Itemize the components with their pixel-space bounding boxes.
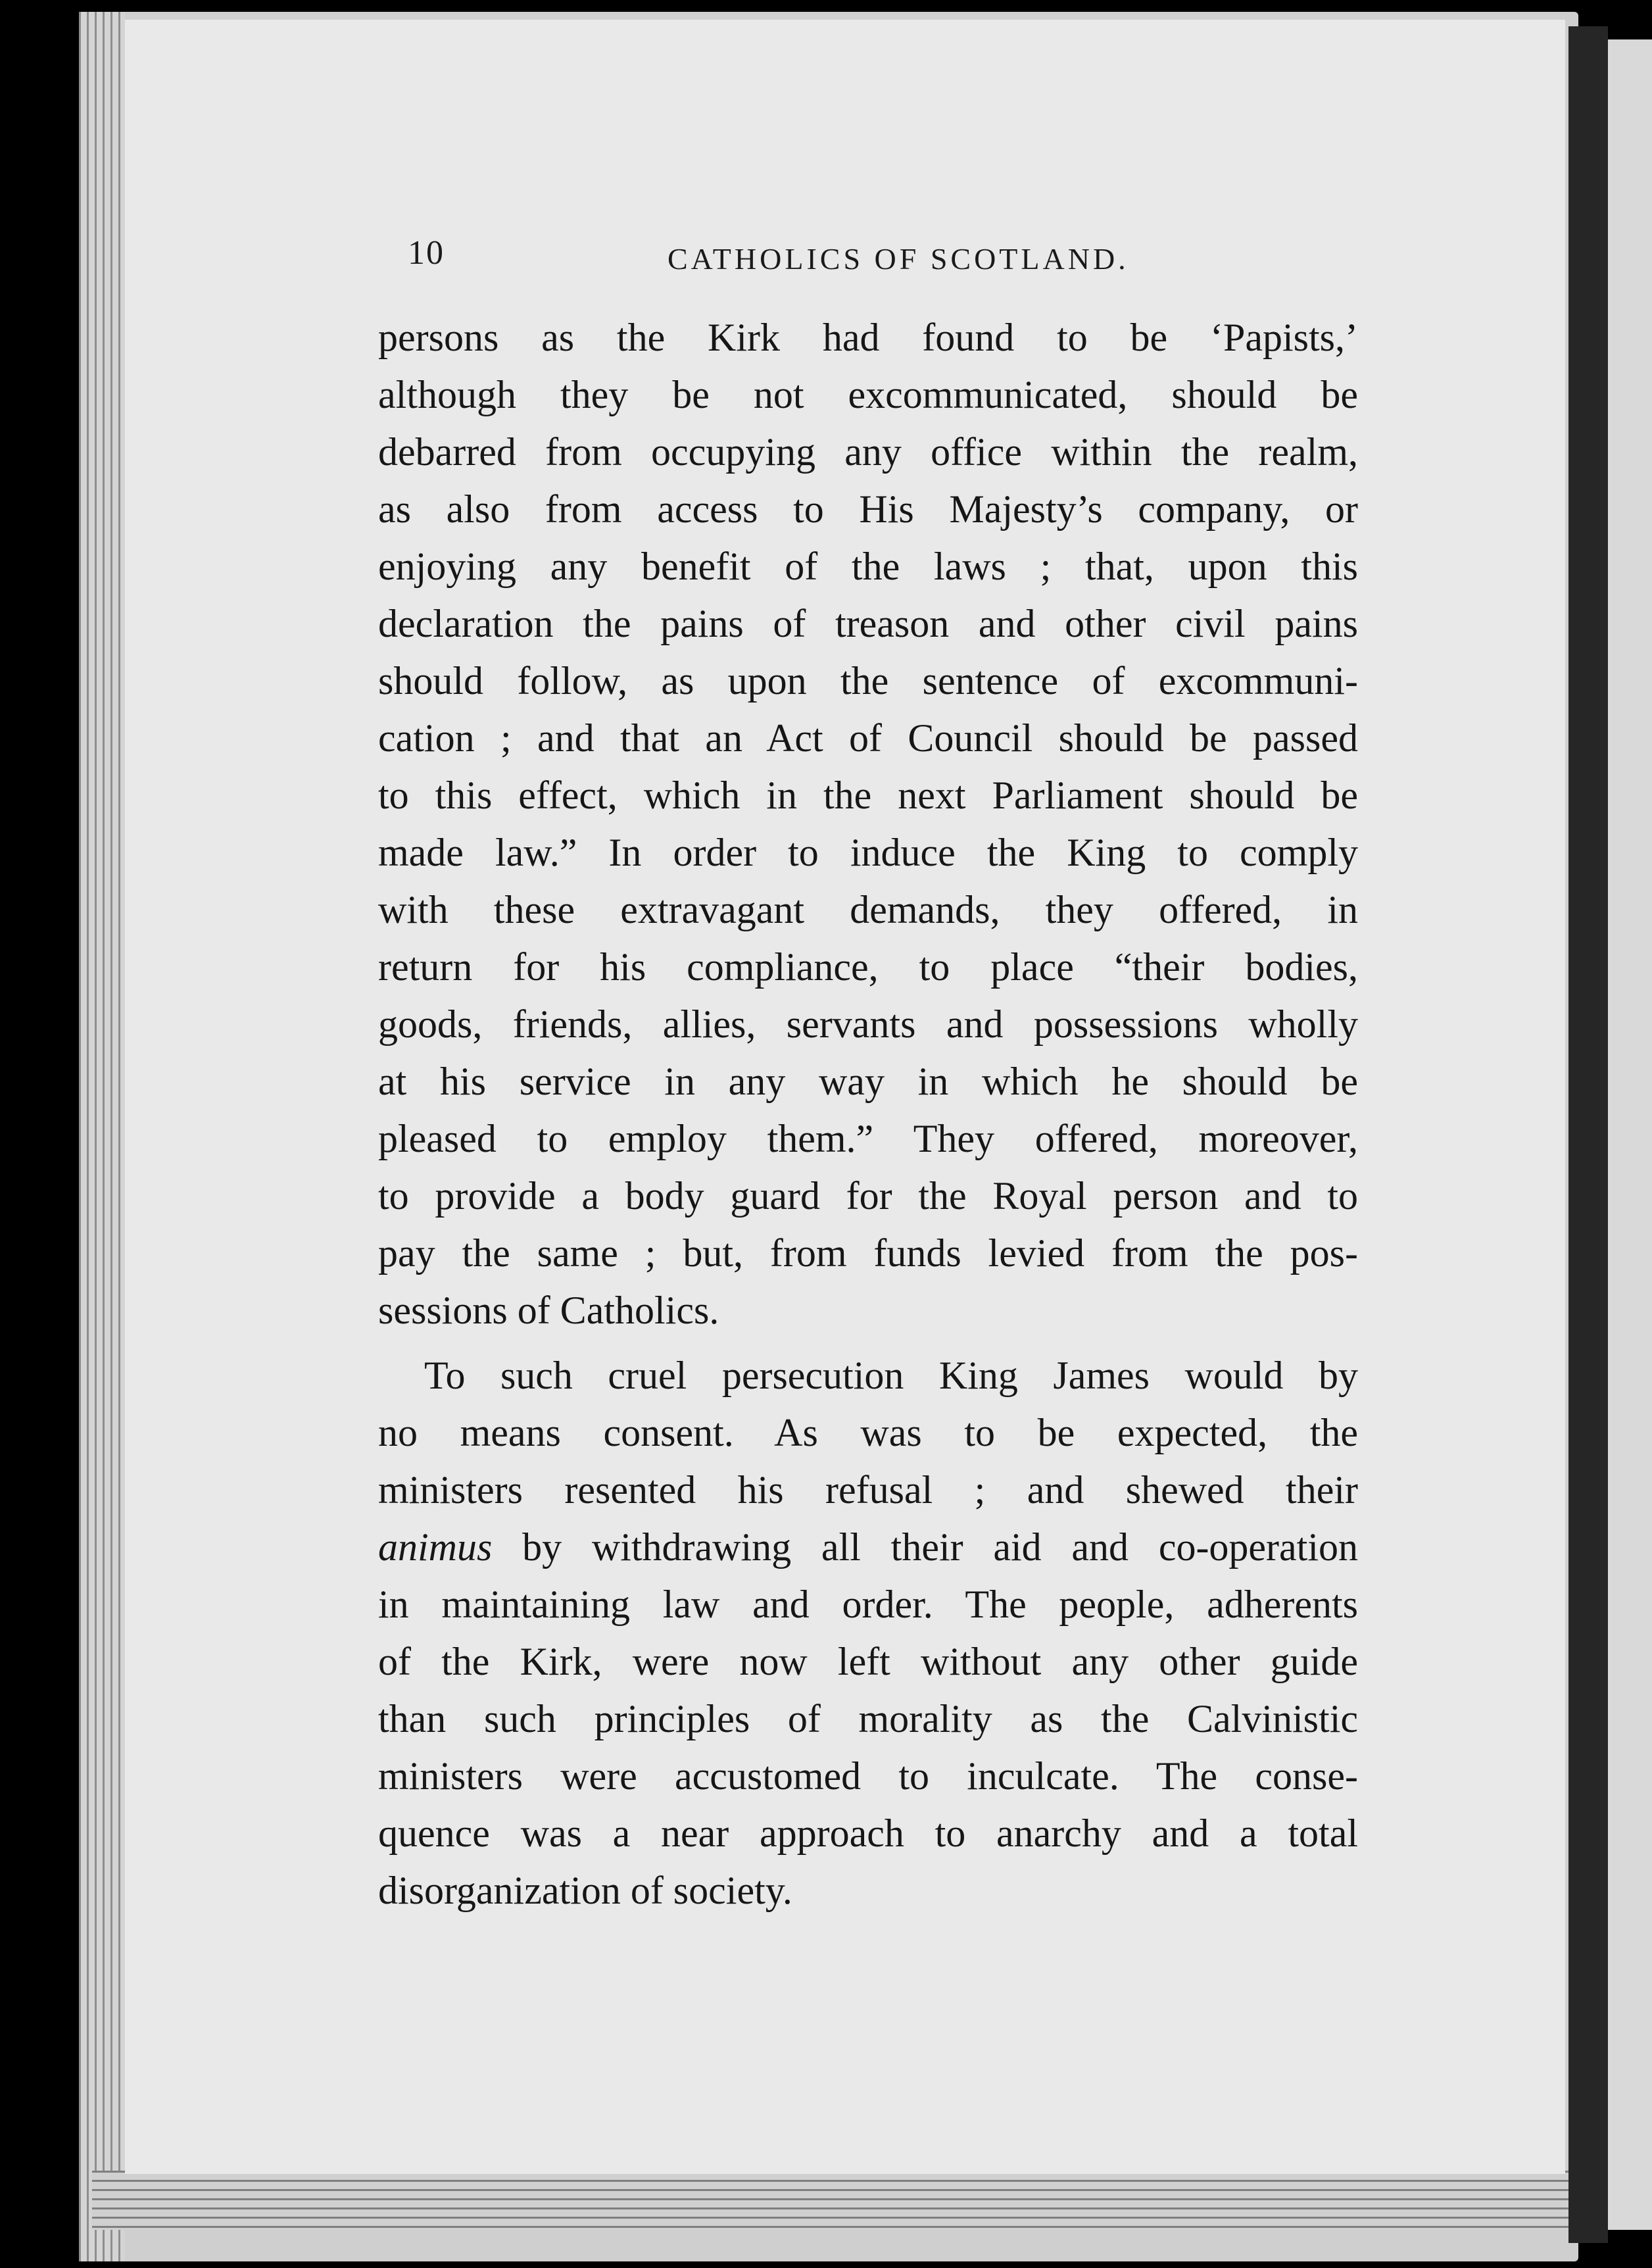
text-line: with these extravagant demands, they offered, in	[378, 888, 1358, 931]
text-line: no means consent. As was to be expected, the	[378, 1411, 1358, 1454]
text-line: debarred from occupying any office within the realm,	[378, 430, 1358, 474]
page-header	[408, 234, 1539, 286]
text-line: return for his compliance, to place “their bodies,	[378, 945, 1358, 989]
page-number: 10	[408, 234, 445, 272]
text-line: although they be not excommunicated, should be	[378, 373, 1358, 416]
page-edges-bottom	[92, 2171, 1578, 2230]
page-edges-left	[79, 12, 125, 2261]
text-line: declaration the pains of treason and other civil pains	[378, 602, 1358, 645]
text-line: disorganization of society.	[378, 1869, 792, 1912]
text-line: cation ; and that an Act of Council should be passed	[378, 716, 1358, 760]
book-spine	[1568, 26, 1608, 2243]
text-line: To such cruel persecution King James would by	[424, 1354, 1358, 1397]
text-line: than such principles of morality as the Calvinistic	[378, 1697, 1358, 1740]
text-line: sessions of Catholics.	[378, 1289, 719, 1332]
text-line: persons as the Kirk had found to be ‘Papists,’	[378, 316, 1358, 359]
text-line: enjoying any benefit of the laws ; that, upon this	[378, 545, 1358, 588]
text-line: pay the same ; but, from funds levied from the pos-	[378, 1231, 1358, 1275]
text-line: made law.” In order to induce the King to comply	[378, 831, 1358, 874]
facing-page-edge	[1608, 39, 1652, 2230]
paragraph-1	[378, 309, 1358, 1339]
text-line: as also from access to His Majesty’s company, or	[378, 487, 1358, 531]
text-line: at his service in any way in which he should be	[378, 1060, 1358, 1103]
italic-word: animus	[378, 1525, 493, 1569]
text-line: to provide a body guard for the Royal person and to	[378, 1174, 1358, 1218]
text-line: should follow, as upon the sentence of excommuni-	[378, 659, 1358, 703]
text-line: in maintaining law and order. The people, adherents	[378, 1583, 1358, 1626]
text-line: of the Kirk, were now left without any other guide	[378, 1640, 1358, 1683]
running-title: CATHOLICS OF SCOTLAND.	[668, 242, 1129, 276]
text-line-rest: by withdrawing all their aid and co-operation	[522, 1525, 1359, 1569]
text-line: goods, friends, allies, servants and possessions wholly	[378, 1002, 1358, 1046]
paragraph-2	[378, 1347, 1358, 1919]
paragraph-gap	[378, 1339, 1358, 1347]
text-line: ministers resented his refusal ; and shewed their	[378, 1468, 1358, 1512]
body-text	[378, 309, 1358, 1919]
text-line: ministers were accustomed to inculcate. The conse-	[378, 1754, 1358, 1798]
text-line: quence was a near approach to anarchy and a total	[378, 1812, 1358, 1855]
text-line: to this effect, which in the next Parliament should be	[378, 774, 1358, 817]
text-line-with-italic	[378, 1519, 1358, 1576]
text-line: pleased to employ them.” They offered, moreover,	[378, 1117, 1358, 1160]
